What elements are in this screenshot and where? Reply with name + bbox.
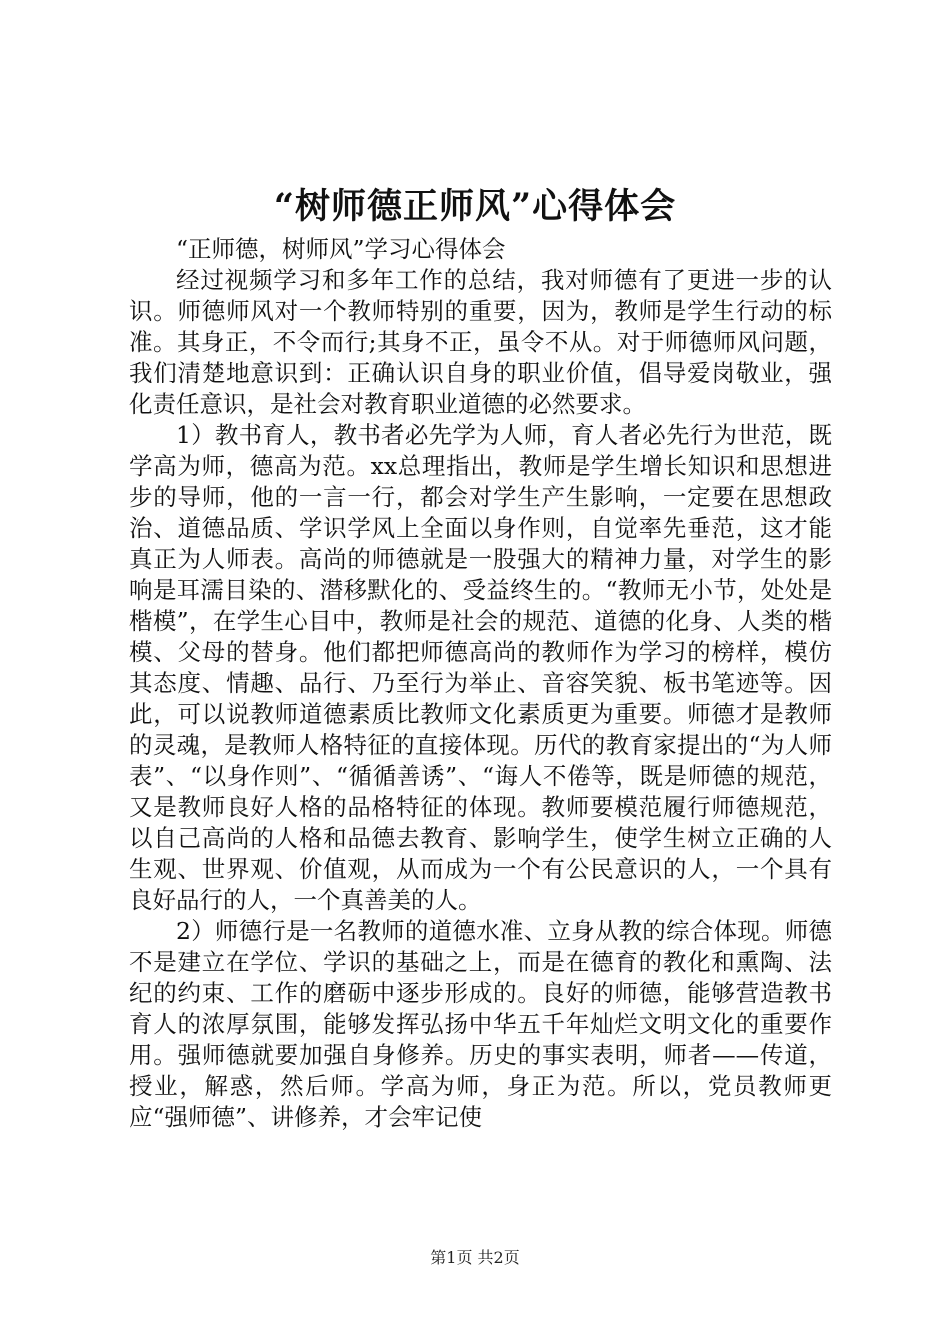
point-two-paragraph: 2）师德行是一名教师的道德水准、立身从教的综合体现。师德不是建立在学位、学识的基础之上，而是在德育的教化和熏陶、法纪的约束、工作的磨砺中逐步形成的。良好的师德，能够营造教书育人的浓厚氛围，能够发挥弘扬中华五千年灿烂文明文化的重要作用。强师德就要加强自身修养。历史的事实表明，师者——传道，授业，解惑，然后师。学高为师，身正为范。所以，党员教师更应“强师德”、讲修养，才会牢记使 xyxy=(129,917,832,1131)
point-one-paragraph: 1）教书育人，教书者必先学为人师，育人者必先行为世范，既学高为师，德高为范。xx总理指出，教师是学生增长知识和思想进步的导师，他的一言一行，都会对学生产生影响，一定要在思想政治、道德品质、学识学风上全面以身作则，自觉率先垂范，这才能真正为人师表。高尚的师德就是一股强大的精神力量，对学生的影响是耳濡目染的、潜移默化的、受益终生的。“教师无小节，处处是楷模”，在学生心目中，教师是社会的规范、道德的化身、人类的楷模、父母的替身。他们都把师德高尚的教师作为学习的榜样，模仿其态度、情趣、品行、乃至行为举止、音容笑貌、板书笔迹等。因此，可以说教师道德素质比教师文化素质更为重要。师德才是教师的灵魂，是教师人格特征的直接体现。历代的教育家提出的“为人师表”、“以身作则”、“循循善诱”、“诲人不倦等，既是师德的规范，又是教师良好人格的品格特征的体现。教师要模范履行师德规范，以自己高尚的人格和品德去教育、影响学生，使学生树立正确的人生观、世界观、价值观，从而成为一个有公民意识的人，一个具有良好品行的人，一个真善美的人。 xyxy=(129,421,832,914)
document-body xyxy=(129,234,832,1133)
document-title: “树师德正师风”心得体会 xyxy=(273,186,677,227)
page-footer: 第1页 共2页 xyxy=(430,1248,520,1267)
intro-paragraph: 经过视频学习和多年工作的总结，我对师德有了更进一步的认识。师德师风对一个教师特别的重要，因为，教师是学生行动的标准。其身正，不令而行;其身不正，虽令不从。对于师德师风问题，我们清楚地意识到：正确认识自身的职业价值，倡导爱岗敬业，强化责任意识，是社会对教育职业道德的必然要求。 xyxy=(129,266,832,418)
subtitle-paragraph: “正师德，树师风”学习心得体会 xyxy=(176,235,506,263)
